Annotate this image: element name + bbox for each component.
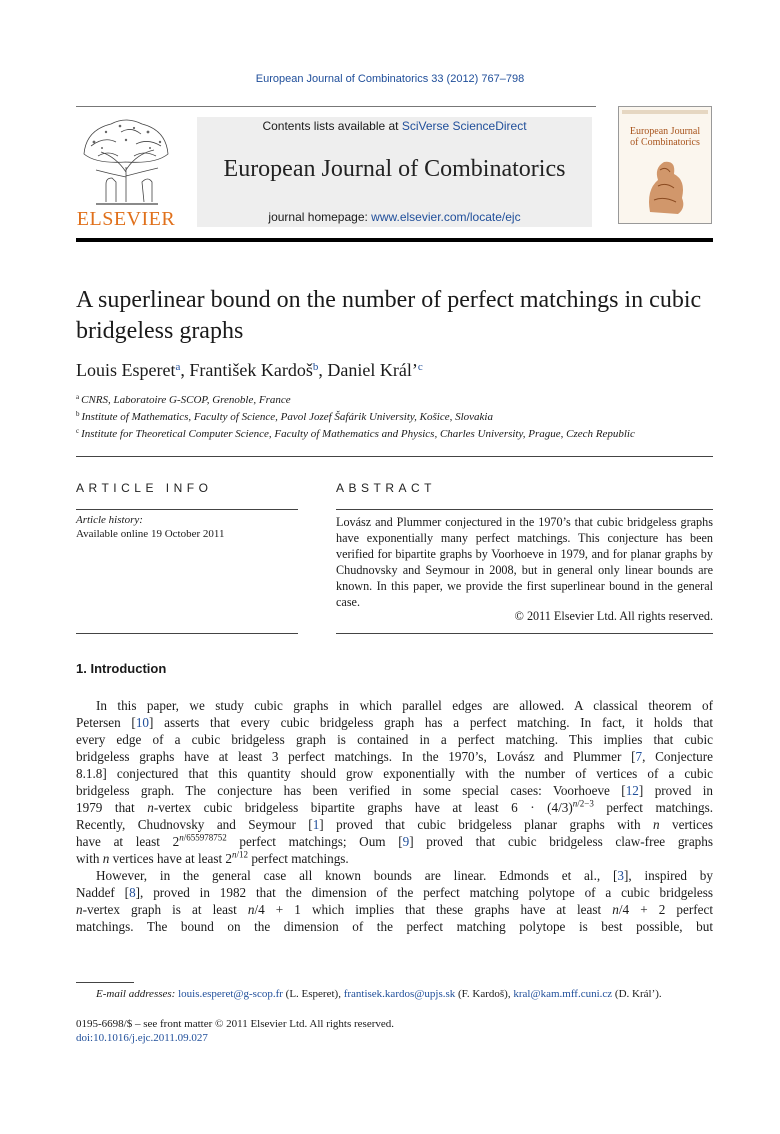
intro-line: 1979 that n-vertex cubic bridgeless bipartite graphs have at least $6 \cdot (4/3)^{n/2-3}$ perfect matchings.: [76, 798, 714, 815]
intro-line: Petersen [10] asserts that every cubic bridgeless graph has a perfect matching. In fact, it holds that: [76, 715, 713, 730]
article-history-label: Article history:: [76, 514, 143, 526]
intro-line: Naddef [8], proved in 1982 that the dimension of the perfect matching polytope of a cubic bridgeless: [76, 885, 714, 900]
intro-line: However, in the general case all known bounds are linear. Edmonds et al., [3], inspired by: [96, 868, 713, 883]
intro-line: n-vertex graph is at least n/4 + 1 which implies that these graphs have at least n/4 + 2 perfect: [76, 902, 714, 917]
header-rule: [76, 106, 596, 107]
author-name: František Kardoš: [189, 360, 313, 380]
cover-title: European Journal of Combinatorics: [629, 126, 701, 148]
email-owner: (D. Král’).: [612, 988, 662, 1000]
intro-line: 8.1.8] conjectured that this quantity should grow exponentially with the number of vertices of a cubic: [76, 766, 713, 781]
intro-line: In this paper, we study cubic graphs in which parallel edges are allowed. A classical theorem of: [96, 698, 713, 713]
sciencedirect-link[interactable]: SciVerse ScienceDirect: [401, 119, 527, 133]
doi-link[interactable]: doi:10.1016/j.ejc.2011.09.027: [76, 1032, 208, 1044]
journal-citation[interactable]: European Journal of Combinatorics 33 (2012) 767–798: [255, 73, 525, 85]
abstract-rule: [336, 509, 713, 510]
paper-title: A superlinear bound on the number of perfect matchings in cubic bridgeless graphs: [76, 287, 702, 344]
article-info-caption: ARTICLE INFO: [76, 481, 213, 495]
author-list: [76, 360, 716, 381]
abstract-text: Lovász and Plummer conjectured in the 1970’s that cubic bridgeless graphs have exponentially many perfect matchings. This conjecture has been verified for bipartite graphs by Voorhoeve in 1979, and for planar graphs by Chudnovsky and Seymour in 2008, but in general only linear bounds are known. In this paper, we provide the first superlinear bound in the general case.: [336, 515, 713, 609]
affiliation-label: c: [76, 427, 80, 435]
affiliation-text: Institute of Mathematics, Faculty of Science, Pavol Jozef Šafárik University, Košice, Slovakia: [81, 411, 493, 423]
author-separator: ,: [318, 360, 328, 380]
intro-line: bridgeless graphs have at least 3 perfect matchings. In the 1970’s, Lovász and Plummer [7, Conjecture: [76, 749, 713, 764]
cover-strip: [622, 110, 708, 114]
affiliation-mark[interactable]: c: [417, 361, 423, 373]
email-label: E-mail addresses:: [96, 988, 179, 1000]
affiliation: [76, 393, 716, 406]
affiliation: [76, 410, 716, 423]
intro-line: matchings. The bound on the dimension of the perfect matching polytope is best possible, but: [76, 919, 713, 934]
affiliation-label: b: [76, 410, 80, 418]
author-name: Louis Esperet: [76, 360, 176, 380]
article-history-value: Available online 19 October 2011: [76, 528, 225, 540]
homepage-link[interactable]: www.elsevier.com/locate/ejc: [371, 210, 521, 224]
affiliation-mark[interactable]: b: [312, 361, 319, 373]
abstract-rule: [336, 633, 713, 634]
author-separator: ,: [180, 360, 190, 380]
intro-line: Recently, Chudnovsky and Seymour [1] proved that cubic bridgeless planar graphs with n vertices: [76, 817, 713, 832]
section-heading: 1. Introduction: [76, 661, 167, 676]
email-link[interactable]: louis.esperet@g-scop.fr: [178, 988, 283, 1000]
elsevier-wordmark: ELSEVIER: [76, 208, 176, 230]
affiliation-text: CNRS, Laboratoire G-SCOP, Grenoble, France: [81, 394, 291, 406]
footnote-rule: [76, 982, 134, 983]
affiliation-text: Institute for Theoretical Computer Science, Faculty of Mathematics and Physics, Charles University, Prague, Czech Republic: [81, 428, 635, 440]
header-thick-rule: [76, 238, 713, 242]
intro-line: have at least $2^{n/655978752}$ perfect matchings; Oum [9] proved that cubic bridgeless claw-free graphs: [76, 832, 713, 849]
abstract-copyright: © 2011 Elsevier Ltd. All rights reserved.: [514, 609, 713, 623]
article-info-rule: [76, 633, 298, 634]
affiliation: [76, 427, 716, 440]
email-owner: (F. Kardoš),: [455, 988, 514, 1000]
email-link[interactable]: kral@kam.mff.cuni.cz: [513, 988, 613, 1000]
author-name: Daniel Král’: [327, 360, 418, 380]
affiliation-mark[interactable]: a: [175, 361, 181, 373]
contents-line: [197, 119, 592, 133]
abstract-caption: ABSTRACT: [336, 481, 437, 495]
email-owner: (L. Esperet),: [282, 988, 344, 1000]
title-rule: [76, 456, 713, 457]
homepage-line: [197, 210, 592, 224]
affiliation-label: a: [76, 393, 80, 401]
email-footnote: [96, 988, 716, 1000]
contents-prefix: Contents lists available at: [262, 119, 402, 133]
email-link[interactable]: frantisek.kardos@upjs.sk: [343, 988, 456, 1000]
homepage-prefix: journal homepage:: [268, 210, 372, 224]
journal-name: European Journal of Combinatorics: [223, 156, 566, 182]
intro-line: bridgeless graph. The conjecture has been verified in some special cases: Voorhoeve [12] proved in: [76, 783, 713, 798]
intro-line: with n vertices have at least $2^{n/12}$ perfect matchings.: [76, 849, 349, 866]
front-matter: 0195-6698/$ – see front matter © 2011 Elsevier Ltd. All rights reserved.: [76, 1018, 395, 1030]
intro-line: every edge of a cubic bridgeless graph is contained in a perfect matching. This implies that cubic: [76, 732, 713, 747]
cover-illustration: [630, 150, 700, 220]
article-info-rule: [76, 509, 298, 510]
